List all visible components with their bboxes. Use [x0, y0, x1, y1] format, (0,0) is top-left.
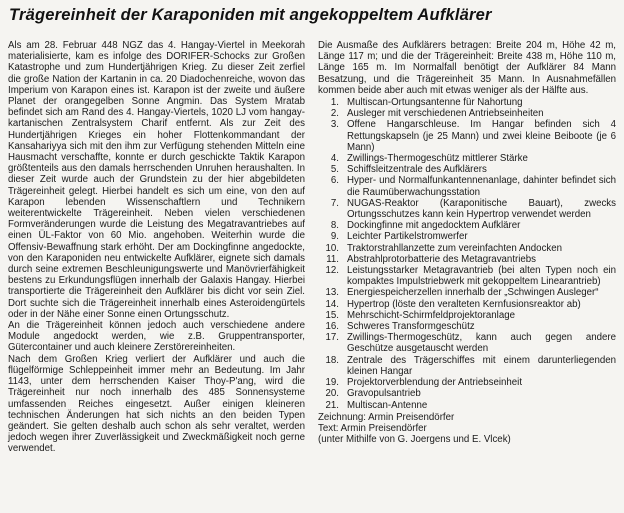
- list-item-text: Multiscan-Antenne: [347, 399, 428, 411]
- body-paragraph: Nach dem Großen Krieg verliert der Aufklärer und auch die flügelförmige Schleppeinheit immer mehr an Bedeutung. Im Jahr 1143, unter dem herrschenden Kaiser Thoy-P'ang, wird die Trägereinheit nur noch innerhalb des 485 Sonnensysteme umfassenden Reiches eingesetzt. Außer einigen kleineren technischen Änderungen hat sich nichts an den beiden Typen geändert. Sie gelten deshalb auch schon als sehr veraltet, werden jedoch wegen ihrer Zuverlässigkeit und Zweckmäßigkeit noch gerne verwendet.: [8, 353, 305, 455]
- list-item: [318, 108, 616, 119]
- list-item-text: Energiespeicherzellen innerhalb der „Schwingen Ausleger“: [347, 287, 599, 299]
- list-item: [318, 265, 616, 287]
- list-item: [318, 119, 616, 153]
- list-item: [318, 377, 616, 388]
- list-item-text: Multiscan-Ortungsantenne für Nahortung: [347, 97, 523, 109]
- credit-assistance: (unter Mithilfe von G. Joergens und E. Vlcek): [318, 434, 511, 446]
- list-item-number: 18.: [325, 354, 339, 366]
- list-item-text: Abstrahlprotorbatterie des Metagravantriebs: [347, 253, 537, 265]
- list-item: [318, 153, 616, 164]
- list-item: [318, 175, 616, 197]
- list-item-text: Schweres Transformgeschütz: [347, 321, 475, 333]
- list-item: [318, 332, 616, 354]
- list-item-text: Offene Hangarschleuse. Im Hangar befinden sich 4 Rettungskapseln (je 25 Mann) und zwei kleine Beiboote (je 6 Mann): [347, 119, 616, 153]
- left-column: [8, 40, 305, 455]
- list-item-number: 12.: [325, 265, 339, 277]
- list-item: [318, 97, 616, 108]
- list-item: [318, 400, 616, 411]
- list-item: [318, 164, 616, 175]
- list-item-text: Schiffsleitzentrale des Aufklärers: [347, 164, 487, 176]
- list-item-number: 10.: [325, 242, 339, 254]
- list-item: [318, 198, 616, 220]
- list-item: [318, 310, 616, 321]
- dimensions-paragraph: Die Ausmaße des Aufklärers betragen: Breite 204 m, Höhe 42 m, Länge 117 m; und die der Trägereinheit: Breite 438 m, Höhe 110 m, Länge 165 m. Im Normalfall benötigt der Aufklärer 84 Mann Besatzung, und die Trägereinheit 35 Mann. In Ausnahmefällen kommen beide aber auch mit etwas weniger als der Hälfte aus.: [318, 40, 616, 96]
- list-item-number: 17.: [325, 332, 339, 344]
- list-item-number: 15.: [325, 309, 339, 321]
- credit-drawing: Zeichnung: Armin Preisendörfer: [318, 411, 455, 423]
- list-item-text: Zwillings-Thermogeschütz mittlerer Stärke: [347, 153, 528, 165]
- list-item-text: NUGAS-Reaktor (Karaponitische Bauart), zwecks Ortungsschutzes kann kein Hypertrop verwendet werden: [347, 197, 616, 221]
- list-item: [318, 287, 616, 298]
- list-item-number: 3.: [330, 119, 339, 131]
- list-item-text: Projektorverblendung der Antriebseinheit: [347, 377, 523, 389]
- list-item-text: Hypertrop (löste den veralteten Kernfusionsreaktor ab): [347, 298, 581, 310]
- list-item-number: 5.: [330, 164, 339, 176]
- list-item: [318, 243, 616, 254]
- list-item: [318, 254, 616, 265]
- list-item-number: 4.: [330, 153, 339, 165]
- list-item-number: 9.: [330, 231, 339, 243]
- list-item: [318, 321, 616, 332]
- list-item-number: 20.: [325, 388, 339, 400]
- list-item-number: 13.: [325, 287, 339, 299]
- list-item-number: 14.: [325, 298, 339, 310]
- component-list: [318, 97, 616, 411]
- list-item-text: Leistungsstarker Metagravantrieb (bei alten Typen noch ein kompaktes Impulstriebwerk mit gekoppeltem Linearantrieb): [347, 265, 616, 288]
- list-item-number: 16.: [325, 321, 339, 333]
- list-item-text: Dockingfinne mit angedocktem Aufklärer: [347, 220, 521, 232]
- list-item-text: Traktorstrahllanzette zum vereinfachten Andocken: [347, 242, 563, 254]
- body-paragraph: An die Trägereinheit können jedoch auch verschiedene andere Module angedockt werden, wie z.B. Gruppentransporter, Gütercontainer und auch kleinere Zerstörereinheiten.: [8, 320, 305, 354]
- list-item-text: Zwillings-Thermogeschütz, kann auch gegen andere Geschütze ausgetauscht werden: [347, 332, 616, 355]
- list-item-number: 1.: [330, 97, 339, 109]
- credit-text: Text: Armin Preisendörfer: [318, 422, 427, 434]
- list-item-number: 11.: [326, 253, 339, 265]
- credits: [318, 412, 616, 446]
- list-item-text: Hyper- und Normalfunkantennenanlage, dahinter befindet sich die Raumüberwachungsstation: [347, 175, 616, 198]
- list-item: [318, 299, 616, 310]
- list-item: [318, 231, 616, 242]
- list-item: [318, 388, 616, 399]
- list-item-number: 7.: [330, 197, 339, 209]
- list-item-text: Leichter Partikelstromwerfer: [347, 231, 468, 243]
- list-item: [318, 355, 616, 377]
- page-title: Trägereinheit der Karaponiden mit angekoppeltem Aufklärer: [9, 6, 492, 24]
- right-column: [318, 40, 616, 455]
- list-item: [318, 220, 616, 231]
- list-item-number: 21.: [325, 399, 339, 411]
- list-item-number: 19.: [325, 377, 339, 389]
- list-item-number: 6.: [330, 175, 339, 187]
- list-item-number: 2.: [330, 108, 339, 120]
- list-item-number: 8.: [330, 220, 339, 232]
- list-item-text: Zentrale des Trägerschiffes mit einem darunterliegenden kleinen Hangar: [347, 354, 616, 377]
- list-item-text: Mehrschicht-Schirmfeldprojektoranlage: [347, 309, 515, 321]
- body-paragraph: Als am 28. Februar 448 NGZ das 4. Hangay-Viertel in Meekorah materialisierte, kam es infolge des DORIFER-Schocks zur Großen Katastrophe und zum Hundertjährigen Krieg. Zu dieser Zeit zerfiel die große Nation der Kartanin in ca. 20 Diadochenreiche, wovon das Imperium von Karapon eines ist. Karapon ist der zweite und äußere Planet der orangegelben Sonne Angmin. Das System Mratab befindet sich am Rand des 4. Hangay-Viertels, 1020 LJ vom hangay-kartanischen Zentralsystem Charif entfernt. Als zur Zeit des Hundertjährigen Krieges ein hoher Flottenkommandant der Kansahariyya sich mit den ihm zur Verfügung stehenden Mitteln eine Hausmacht verschaffte, konnte er durch geschickte Taktik Karapon größtenteils aus den damals herrschenden Unruhen heraushalten. In dieser Zeit wurde auch der Grundstein zu der hier abgebildeten Trägereinheit gelegt. Hierbei handelt es sich um eine, von den auf Karapon lebenden Wissenschaftlern und Technikern weiterentwickelte Trägereinheit. Neben vielen verschiedenen Formveränderungen wurde die Leistung des Megatravantriebes auf einen ÜL-Faktor von 60 Mio. angehoben. Weiterhin wurde die Offensiv-Bewaffnung stark erhöht. Der am Dockingfinne angedockte, von den Karaponiden neu entwickelte Aufklärer, eignete sich damals durch seine extremen Beschleunigungswerte und Manövrierfähigkeit bestens zu Erkundungsflügen innerhalb der Galaxis Hangay. Hierbei transportierte die Trägereinheit den Aufklärer bis dicht vor sein Ziel. Dort suchte sich die Trägereinheit innerhalb eines Asteroidengürtels oder in der Nähe einer Sonne einen Ortungsschutz.: [8, 40, 305, 320]
- list-item-text: Gravopulsantrieb: [347, 388, 421, 400]
- two-column-layout: [8, 40, 616, 455]
- list-item-text: Ausleger mit verschiedenen Antriebseinheiten: [347, 108, 544, 120]
